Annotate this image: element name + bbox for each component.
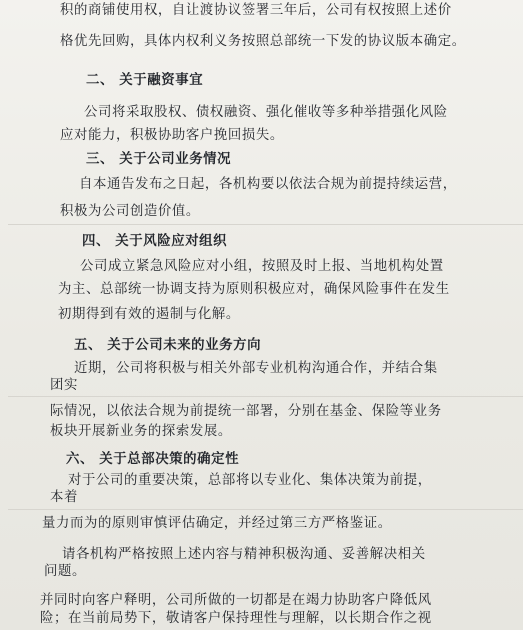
intro-line: 格优先回购，具体内权利义务按照总部统一下发的协议版本确定。 [60,34,466,49]
paragraph-line: 本着 [50,490,78,505]
paragraph-line: 初期得到有效的遏制与化解。 [58,307,240,322]
paragraph-line: 请各机构严格按照上述内容与精神积极沟通、妥善解决相关 [62,547,426,562]
section-heading: 六、 关于总部决策的确定性 [66,451,240,467]
paragraph-line: 公司将采取股权、债权融资、强化催收等多种举措强化风险 [84,105,448,120]
paragraph-line: 对于公司的重要决策，总部将以专业化、集体决策为前提， [68,473,432,488]
section-heading: 三、 关于公司业务情况 [86,151,232,167]
paragraph-line: 并同时向客户释明，公司所做的一切都是在竭力协助客户降低风 [40,593,432,608]
paragraph-line: 公司成立紧急风险应对小组，按照及时上报、当地机构处置 [80,259,444,274]
paragraph-line: 应对能力，积极协助客户挽回损失。 [60,128,284,143]
paragraph-line: 团实 [50,378,78,393]
paragraph-line: 自本通告发布之日起，各机构要以依法合规为前提持续运营， [79,177,457,192]
paragraph-line: 近期，公司将积极与相关外部专业机构沟通合作，并结合集 [74,361,438,376]
paragraph-line: 量力而为的原则审慎评估确定，并经过第三方严格鉴证。 [42,516,392,531]
page-fold-line [8,509,523,510]
paragraph-line: 问题。 [44,564,86,579]
section-heading: 五、 关于公司未来的业务方向 [74,337,262,353]
paragraph-line: 际情况，以依法合规为前提统一部署，分别在基金、保险等业务 [50,404,442,419]
page-fold-line [8,224,523,225]
section-heading: 四、 关于风险应对组织 [82,233,228,249]
paragraph-line: 积极为公司创造价值。 [60,204,200,219]
page-fold-line [8,396,523,397]
paragraph-line: 板块开展新业务的探索发展。 [50,424,232,439]
paragraph-line: 为主、总部统一协调支持为原则积极应对，确保风险事件在发生 [58,282,450,297]
paragraph-line: 险；在当前局势下，敬请客户保持理性与理解，以长期合作之视 [40,611,432,626]
section-heading: 二、 关于融资事宜 [86,72,204,88]
intro-line: 积的商铺使用权，自让渡协议签署三年后，公司有权按照上述价 [60,3,452,18]
